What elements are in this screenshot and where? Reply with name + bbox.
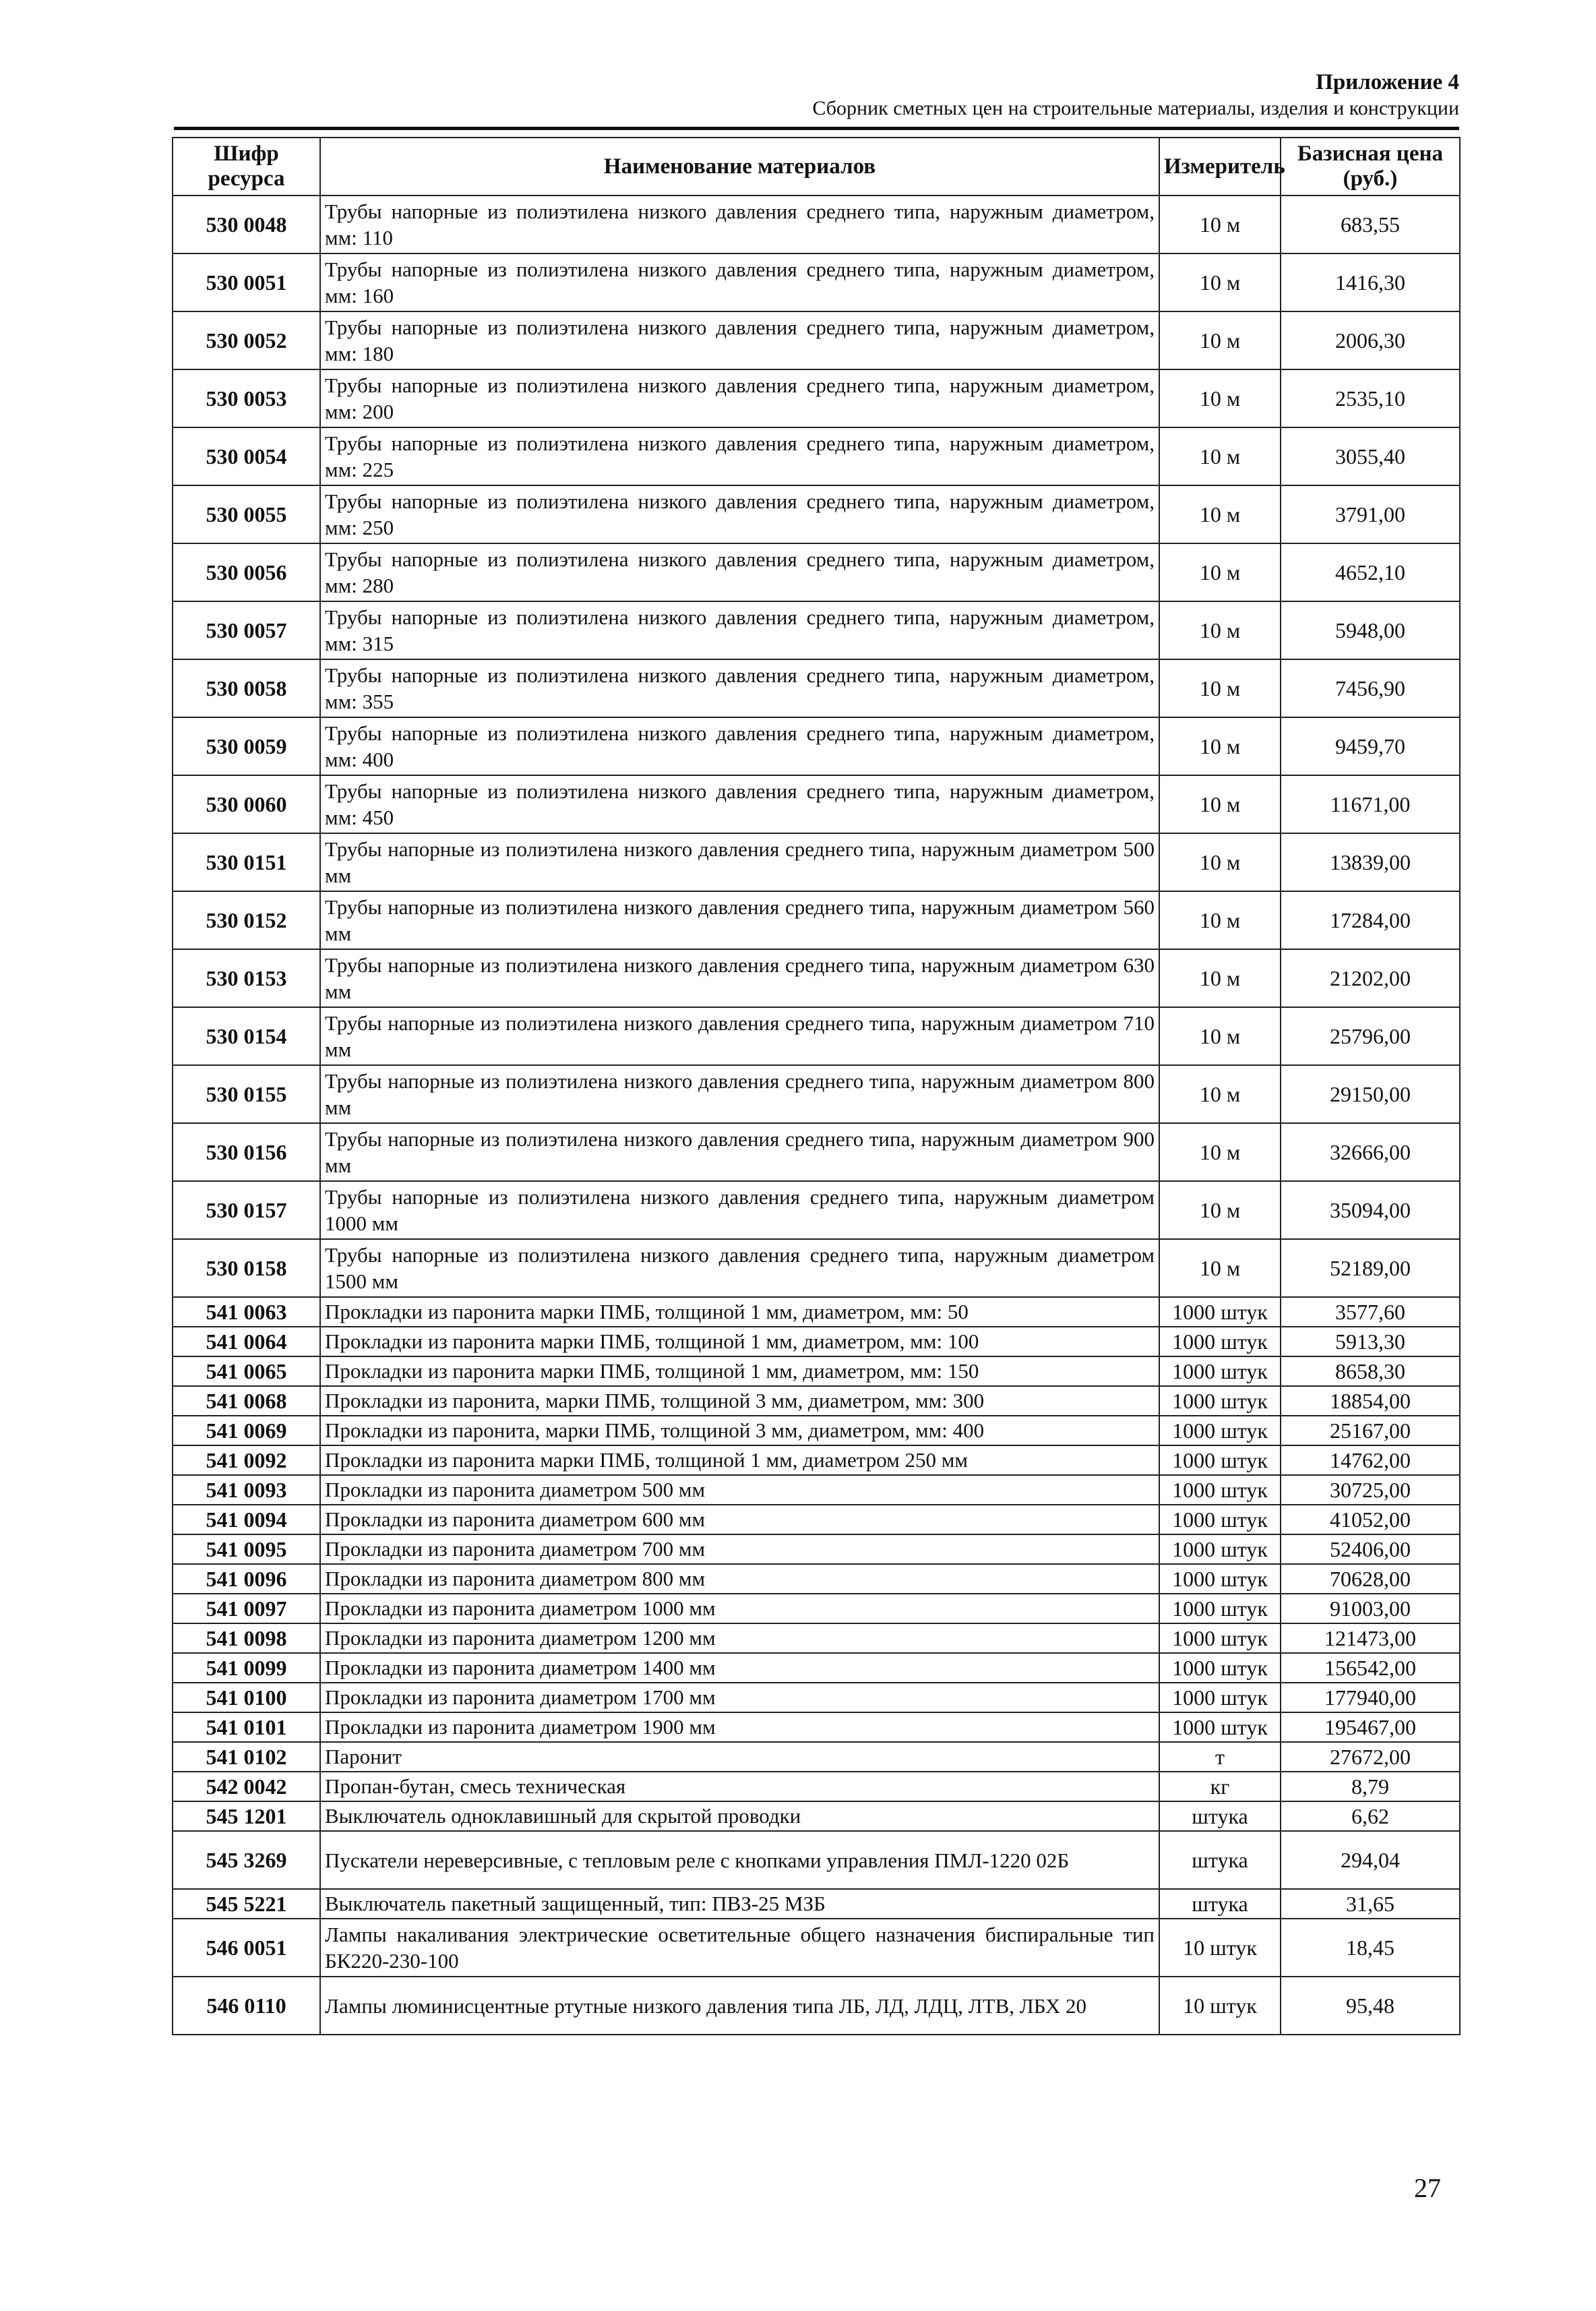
- resource-code-cell: 541 0063: [173, 1297, 320, 1327]
- table-row: [173, 1416, 1460, 1445]
- material-name-cell: Прокладки из паронита диаметром 1900 мм: [320, 1712, 1159, 1742]
- material-name-cell: Трубы напорные из полиэтилена низкого давления среднего типа, наружным диаметром, мм: 225: [320, 427, 1159, 485]
- table-row: [173, 1181, 1460, 1239]
- base-price-cell: 41052,00: [1281, 1505, 1460, 1534]
- unit-cell: 10 м: [1159, 891, 1281, 949]
- resource-code-cell: 530 0058: [173, 659, 320, 717]
- table-row: [173, 891, 1460, 949]
- resource-code-cell: 530 0052: [173, 311, 320, 369]
- material-name-cell: Трубы напорные из полиэтилена низкого давления среднего типа, наружным диаметром, мм: 160: [320, 253, 1159, 311]
- table-row: [173, 1919, 1460, 1977]
- unit-cell: 10 м: [1159, 485, 1281, 543]
- table-row: [173, 1297, 1460, 1327]
- resource-code-cell: 530 0156: [173, 1123, 320, 1181]
- unit-cell: 1000 штук: [1159, 1505, 1281, 1534]
- base-price-cell: 177940,00: [1281, 1683, 1460, 1712]
- table-row: [173, 1475, 1460, 1505]
- resource-code-cell: 541 0095: [173, 1534, 320, 1564]
- column-header-name: Наименование материалов: [320, 138, 1159, 196]
- base-price-cell: 8658,30: [1281, 1356, 1460, 1386]
- material-name-cell: Трубы напорные из полиэтилена низкого давления среднего типа, наружным диаметром, мм: 450: [320, 775, 1159, 833]
- unit-cell: 10 м: [1159, 659, 1281, 717]
- unit-cell: 1000 штук: [1159, 1327, 1281, 1356]
- resource-code-cell: 541 0099: [173, 1653, 320, 1683]
- unit-cell: 1000 штук: [1159, 1445, 1281, 1475]
- base-price-cell: 70628,00: [1281, 1564, 1460, 1594]
- table-row: [173, 1445, 1460, 1475]
- material-name-cell: Прокладки из паронита марки ПМБ, толщиной 1 мм, диаметром, мм: 100: [320, 1327, 1159, 1356]
- material-name-cell: Прокладки из паронита диаметром 1700 мм: [320, 1683, 1159, 1712]
- price-table: [172, 137, 1461, 2035]
- table-row: [173, 1534, 1460, 1564]
- resource-code-cell: 530 0060: [173, 775, 320, 833]
- material-name-cell: Прокладки из паронита диаметром 1400 мм: [320, 1653, 1159, 1683]
- material-name-cell: Трубы напорные из полиэтилена низкого давления среднего типа, наружным диаметром 1000 мм: [320, 1181, 1159, 1239]
- material-name-cell: Трубы напорные из полиэтилена низкого давления среднего типа, наружным диаметром 500 мм: [320, 833, 1159, 891]
- resource-code-cell: 530 0158: [173, 1239, 320, 1297]
- table-row: [173, 1801, 1460, 1831]
- material-name-cell: Трубы напорные из полиэтилена низкого давления среднего типа, наружным диаметром 1500 мм: [320, 1239, 1159, 1297]
- unit-cell: 10 м: [1159, 1239, 1281, 1297]
- resource-code-cell: 530 0152: [173, 891, 320, 949]
- appendix-label: Приложение 4: [1316, 70, 1459, 94]
- header-rule: [174, 127, 1459, 130]
- material-name-cell: Прокладки из паронита диаметром 600 мм: [320, 1505, 1159, 1534]
- table-row: [173, 311, 1460, 369]
- unit-cell: 1000 штук: [1159, 1564, 1281, 1594]
- unit-cell: кг: [1159, 1772, 1281, 1801]
- table-row: [173, 1239, 1460, 1297]
- resource-code-cell: 541 0102: [173, 1742, 320, 1772]
- resource-code-cell: 541 0098: [173, 1623, 320, 1653]
- resource-code-cell: 541 0100: [173, 1683, 320, 1712]
- material-name-cell: Прокладки из паронита, марки ПМБ, толщиной 3 мм, диаметром, мм: 400: [320, 1416, 1159, 1445]
- resource-code-cell: 530 0051: [173, 253, 320, 311]
- unit-cell: 10 м: [1159, 949, 1281, 1007]
- resource-code-cell: 545 5221: [173, 1889, 320, 1919]
- unit-cell: 10 м: [1159, 196, 1281, 253]
- base-price-cell: 3577,60: [1281, 1297, 1460, 1327]
- resource-code-cell: 541 0064: [173, 1327, 320, 1356]
- unit-cell: штука: [1159, 1889, 1281, 1919]
- resource-code-cell: 530 0151: [173, 833, 320, 891]
- table-row: [173, 196, 1460, 253]
- unit-cell: штука: [1159, 1801, 1281, 1831]
- unit-cell: 10 м: [1159, 717, 1281, 775]
- base-price-cell: 11671,00: [1281, 775, 1460, 833]
- base-price-cell: 121473,00: [1281, 1623, 1460, 1653]
- base-price-cell: 25167,00: [1281, 1416, 1460, 1445]
- material-name-cell: Трубы напорные из полиэтилена низкого давления среднего типа, наружным диаметром 710 мм: [320, 1007, 1159, 1065]
- base-price-cell: 2006,30: [1281, 311, 1460, 369]
- base-price-cell: 91003,00: [1281, 1594, 1460, 1623]
- base-price-cell: 18854,00: [1281, 1386, 1460, 1416]
- material-name-cell: Лампы накаливания электрические осветительные общего назначения биспиральные тип БК220-230-100: [320, 1919, 1159, 1977]
- base-price-cell: 8,79: [1281, 1772, 1460, 1801]
- resource-code-cell: 541 0092: [173, 1445, 320, 1475]
- base-price-cell: 6,62: [1281, 1801, 1460, 1831]
- unit-cell: штука: [1159, 1831, 1281, 1889]
- resource-code-cell: 530 0153: [173, 949, 320, 1007]
- base-price-cell: 29150,00: [1281, 1065, 1460, 1123]
- unit-cell: 1000 штук: [1159, 1475, 1281, 1505]
- unit-cell: 10 м: [1159, 601, 1281, 659]
- unit-cell: 10 м: [1159, 833, 1281, 891]
- table-row: [173, 1564, 1460, 1594]
- unit-cell: 10 м: [1159, 427, 1281, 485]
- base-price-cell: 195467,00: [1281, 1712, 1460, 1742]
- base-price-cell: 156542,00: [1281, 1653, 1460, 1683]
- unit-cell: 1000 штук: [1159, 1683, 1281, 1712]
- material-name-cell: Трубы напорные из полиэтилена низкого давления среднего типа, наружным диаметром 900 мм: [320, 1123, 1159, 1181]
- material-name-cell: Прокладки из паронита, марки ПМБ, толщиной 3 мм, диаметром, мм: 300: [320, 1386, 1159, 1416]
- resource-code-cell: 542 0042: [173, 1772, 320, 1801]
- resource-code-cell: 541 0068: [173, 1386, 320, 1416]
- unit-cell: 10 м: [1159, 369, 1281, 427]
- material-name-cell: Трубы напорные из полиэтилена низкого давления среднего типа, наружным диаметром, мм: 110: [320, 196, 1159, 253]
- base-price-cell: 2535,10: [1281, 369, 1460, 427]
- material-name-cell: Прокладки из паронита марки ПМБ, толщиной 1 мм, диаметром, мм: 50: [320, 1297, 1159, 1327]
- unit-cell: 10 м: [1159, 253, 1281, 311]
- base-price-cell: 18,45: [1281, 1919, 1460, 1977]
- resource-code-cell: 541 0094: [173, 1505, 320, 1534]
- unit-cell: 10 м: [1159, 1123, 1281, 1181]
- table-row: [173, 1653, 1460, 1683]
- resource-code-cell: 530 0157: [173, 1181, 320, 1239]
- table-row: [173, 485, 1460, 543]
- material-name-cell: Трубы напорные из полиэтилена низкого давления среднего типа, наружным диаметром 800 мм: [320, 1065, 1159, 1123]
- base-price-cell: 5913,30: [1281, 1327, 1460, 1356]
- material-name-cell: Трубы напорные из полиэтилена низкого давления среднего типа, наружным диаметром 630 мм: [320, 949, 1159, 1007]
- unit-cell: 1000 штук: [1159, 1594, 1281, 1623]
- resource-code-cell: 545 1201: [173, 1801, 320, 1831]
- resource-code-cell: 541 0093: [173, 1475, 320, 1505]
- unit-cell: 1000 штук: [1159, 1653, 1281, 1683]
- material-name-cell: Трубы напорные из полиэтилена низкого давления среднего типа, наружным диаметром, мм: 315: [320, 601, 1159, 659]
- table-row: [173, 1742, 1460, 1772]
- column-header-unit: Измеритель: [1159, 138, 1281, 196]
- table-row: [173, 1772, 1460, 1801]
- table-row: [173, 1007, 1460, 1065]
- base-price-cell: 683,55: [1281, 196, 1460, 253]
- base-price-cell: 31,65: [1281, 1889, 1460, 1919]
- table-row: [173, 1594, 1460, 1623]
- table-row: [173, 543, 1460, 601]
- base-price-cell: 25796,00: [1281, 1007, 1460, 1065]
- resource-code-cell: 530 0154: [173, 1007, 320, 1065]
- table-row: [173, 369, 1460, 427]
- material-name-cell: Трубы напорные из полиэтилена низкого давления среднего типа, наружным диаметром, мм: 250: [320, 485, 1159, 543]
- material-name-cell: Выключатель одноклавишный для скрытой проводки: [320, 1801, 1159, 1831]
- material-name-cell: Выключатель пакетный защищенный, тип: ПВЗ-25 МЗБ: [320, 1889, 1159, 1919]
- unit-cell: т: [1159, 1742, 1281, 1772]
- table-row: [173, 659, 1460, 717]
- column-header-price: Базисная цена (руб.): [1281, 138, 1460, 196]
- material-name-cell: Трубы напорные из полиэтилена низкого давления среднего типа, наружным диаметром, мм: 180: [320, 311, 1159, 369]
- resource-code-cell: 545 3269: [173, 1831, 320, 1889]
- table-row: [173, 775, 1460, 833]
- base-price-cell: 3791,00: [1281, 485, 1460, 543]
- collection-title: Сборник сметных цен на строительные материалы, изделия и конструкции: [812, 97, 1459, 119]
- material-name-cell: Трубы напорные из полиэтилена низкого давления среднего типа, наружным диаметром, мм: 355: [320, 659, 1159, 717]
- unit-cell: 1000 штук: [1159, 1712, 1281, 1742]
- resource-code-cell: 541 0069: [173, 1416, 320, 1445]
- resource-code-cell: 546 0051: [173, 1919, 320, 1977]
- resource-code-cell: 541 0096: [173, 1564, 320, 1594]
- resource-code-cell: 530 0057: [173, 601, 320, 659]
- base-price-cell: 7456,90: [1281, 659, 1460, 717]
- page-number: 27: [1414, 2173, 1441, 2203]
- base-price-cell: 52189,00: [1281, 1239, 1460, 1297]
- table-row: [173, 1123, 1460, 1181]
- table-header-row: [173, 138, 1460, 196]
- unit-cell: 10 м: [1159, 775, 1281, 833]
- table-row: [173, 253, 1460, 311]
- table-row: [173, 1977, 1460, 2035]
- page-header: [0, 69, 1459, 120]
- unit-cell: 1000 штук: [1159, 1297, 1281, 1327]
- base-price-cell: 13839,00: [1281, 833, 1460, 891]
- base-price-cell: 21202,00: [1281, 949, 1460, 1007]
- table-row: [173, 1327, 1460, 1356]
- table-row: [173, 717, 1460, 775]
- resource-code-cell: 546 0110: [173, 1977, 320, 2035]
- table-row: [173, 833, 1460, 891]
- table-row: [173, 1356, 1460, 1386]
- table-row: [173, 427, 1460, 485]
- table-row: [173, 1889, 1460, 1919]
- unit-cell: 1000 штук: [1159, 1416, 1281, 1445]
- material-name-cell: Прокладки из паронита диаметром 500 мм: [320, 1475, 1159, 1505]
- material-name-cell: Трубы напорные из полиэтилена низкого давления среднего типа, наружным диаметром 560 мм: [320, 891, 1159, 949]
- resource-code-cell: 530 0054: [173, 427, 320, 485]
- unit-cell: 10 м: [1159, 311, 1281, 369]
- base-price-cell: 4652,10: [1281, 543, 1460, 601]
- base-price-cell: 35094,00: [1281, 1181, 1460, 1239]
- base-price-cell: 5948,00: [1281, 601, 1460, 659]
- base-price-cell: 30725,00: [1281, 1475, 1460, 1505]
- resource-code-cell: 541 0101: [173, 1712, 320, 1742]
- resource-code-cell: 541 0097: [173, 1594, 320, 1623]
- base-price-cell: 294,04: [1281, 1831, 1460, 1889]
- unit-cell: 1000 штук: [1159, 1623, 1281, 1653]
- unit-cell: 10 штук: [1159, 1919, 1281, 1977]
- unit-cell: 10 м: [1159, 1007, 1281, 1065]
- unit-cell: 10 м: [1159, 1065, 1281, 1123]
- material-name-cell: Трубы напорные из полиэтилена низкого давления среднего типа, наружным диаметром, мм: 400: [320, 717, 1159, 775]
- unit-cell: 1000 штук: [1159, 1356, 1281, 1386]
- resource-code-cell: 530 0048: [173, 196, 320, 253]
- material-name-cell: Прокладки из паронита диаметром 1200 мм: [320, 1623, 1159, 1653]
- unit-cell: 10 м: [1159, 1181, 1281, 1239]
- table-row: [173, 1505, 1460, 1534]
- table-row: [173, 1712, 1460, 1742]
- table-row: [173, 949, 1460, 1007]
- unit-cell: 1000 штук: [1159, 1386, 1281, 1416]
- material-name-cell: Прокладки из паронита диаметром 800 мм: [320, 1564, 1159, 1594]
- material-name-cell: Лампы люминисцентные ртутные низкого давления типа ЛБ, ЛД, ЛДЦ, ЛТВ, ЛБХ 20: [320, 1977, 1159, 2035]
- material-name-cell: Прокладки из паронита диаметром 700 мм: [320, 1534, 1159, 1564]
- material-name-cell: Паронит: [320, 1742, 1159, 1772]
- resource-code-cell: 530 0059: [173, 717, 320, 775]
- resource-code-cell: 530 0056: [173, 543, 320, 601]
- unit-cell: 1000 штук: [1159, 1534, 1281, 1564]
- column-header-code: Шифр ресурса: [173, 138, 320, 196]
- material-name-cell: Трубы напорные из полиэтилена низкого давления среднего типа, наружным диаметром, мм: 200: [320, 369, 1159, 427]
- resource-code-cell: 530 0053: [173, 369, 320, 427]
- resource-code-cell: 541 0065: [173, 1356, 320, 1386]
- table-row: [173, 1831, 1460, 1889]
- resource-code-cell: 530 0155: [173, 1065, 320, 1123]
- material-name-cell: Пускатели нереверсивные, с тепловым реле с кнопками управления ПМЛ-1220 02Б: [320, 1831, 1159, 1889]
- table-row: [173, 1386, 1460, 1416]
- table-row: [173, 601, 1460, 659]
- material-name-cell: Прокладки из паронита марки ПМБ, толщиной 1 мм, диаметром 250 мм: [320, 1445, 1159, 1475]
- material-name-cell: Пропан-бутан, смесь техническая: [320, 1772, 1159, 1801]
- table-row: [173, 1623, 1460, 1653]
- base-price-cell: 14762,00: [1281, 1445, 1460, 1475]
- base-price-cell: 52406,00: [1281, 1534, 1460, 1564]
- base-price-cell: 1416,30: [1281, 253, 1460, 311]
- table-row: [173, 1683, 1460, 1712]
- base-price-cell: 27672,00: [1281, 1742, 1460, 1772]
- table-row: [173, 1065, 1460, 1123]
- base-price-cell: 32666,00: [1281, 1123, 1460, 1181]
- base-price-cell: 17284,00: [1281, 891, 1460, 949]
- unit-cell: 10 м: [1159, 543, 1281, 601]
- resource-code-cell: 530 0055: [173, 485, 320, 543]
- material-name-cell: Прокладки из паронита диаметром 1000 мм: [320, 1594, 1159, 1623]
- material-name-cell: Трубы напорные из полиэтилена низкого давления среднего типа, наружным диаметром, мм: 280: [320, 543, 1159, 601]
- unit-cell: 10 штук: [1159, 1977, 1281, 2035]
- material-name-cell: Прокладки из паронита марки ПМБ, толщиной 1 мм, диаметром, мм: 150: [320, 1356, 1159, 1386]
- base-price-cell: 9459,70: [1281, 717, 1460, 775]
- base-price-cell: 3055,40: [1281, 427, 1460, 485]
- base-price-cell: 95,48: [1281, 1977, 1460, 2035]
